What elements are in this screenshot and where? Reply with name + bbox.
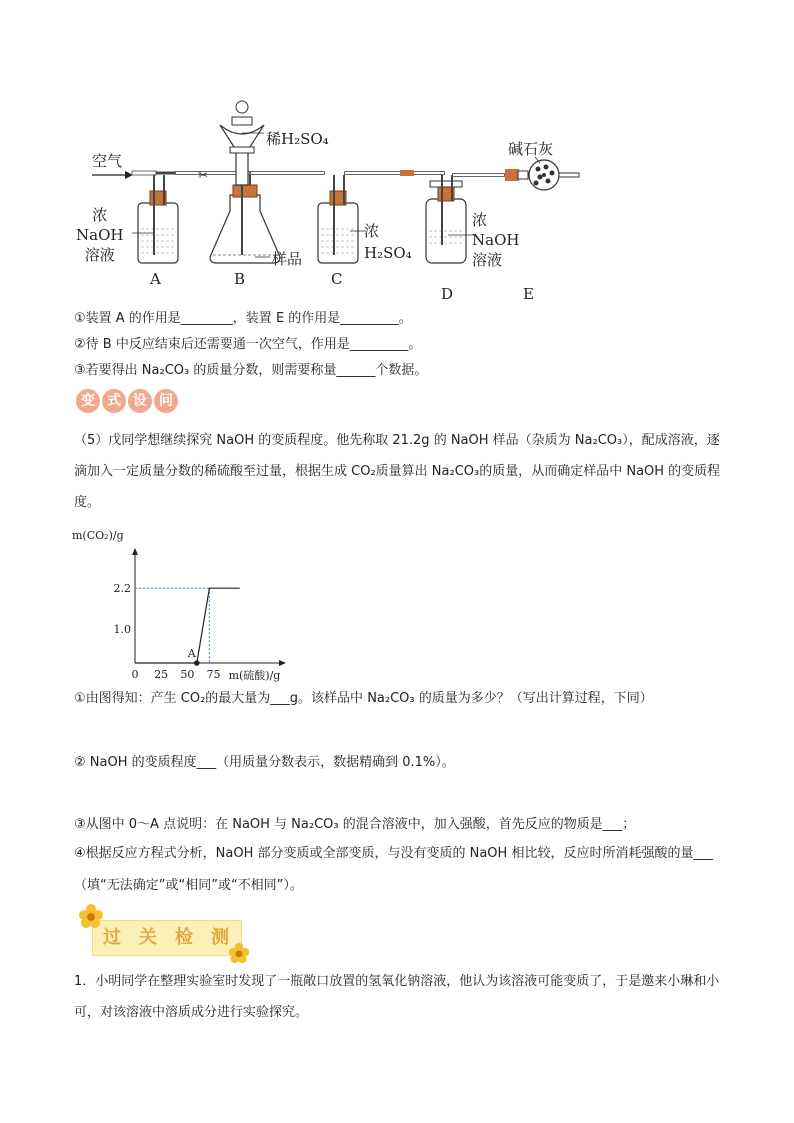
badge-char: 设 [128, 389, 152, 413]
reagent-c-label: 浓 H₂SO₄ [364, 222, 412, 262]
x-tick-label: 0 [131, 668, 139, 681]
reagent-a-label: 浓 NaOH 溶液 [76, 206, 124, 264]
x-tick-label: 25 [154, 668, 169, 681]
air-label: 空气 [92, 152, 123, 170]
svg-text:✂: ✂ [198, 168, 209, 182]
x-tick-label: 50 [180, 668, 195, 681]
point-a [194, 660, 200, 666]
co2-mass-chart [70, 525, 300, 685]
badge-char: 变 [76, 389, 100, 413]
letter-d: D [441, 285, 454, 303]
y-axis-label: m(CO₂)/g [72, 529, 124, 542]
badge-char: 关 [139, 927, 157, 948]
question-4: ①由图得知：产生 CO₂的最大量为___g。该样品中 Na₂CO₃ 的质量为多少？（写出计算过程，下同） [74, 691, 653, 706]
y-tick-label: 1.0 [113, 623, 131, 636]
problem-1-paragraph: 1．小明同学在整理实验室时发现了一瓶敞口放置的氢氧化钠溶液，他认为该溶液可能变质了，于是邀来小琳和小可，对该溶液中溶质成分进行实验探究。 [74, 974, 720, 1020]
soda-lime-label: 碱石灰 [508, 140, 554, 158]
question-2: ②待 B 中反应结束后还需要通一次空气，作用是_________。 [74, 337, 422, 352]
x-axis-arrow [279, 660, 286, 666]
flower-icon [78, 903, 104, 929]
letter-b: B [234, 270, 246, 288]
badge-char: 检 [175, 927, 193, 948]
checkpoint-badge [92, 920, 242, 956]
question-3: ③若要得出 Na₂CO₃ 的质量分数，则需要称量______个数据。 [74, 363, 428, 378]
sample-label: 样品 [272, 250, 303, 268]
letter-c: C [331, 270, 343, 288]
x-tick-label: 75 [206, 668, 221, 681]
dilute-acid-label: 稀H₂SO₄ [266, 130, 329, 148]
question-1: ①装置 A 的作用是________，装置 E 的作用是_________。 [74, 311, 412, 326]
badge-char: 式 [102, 389, 126, 413]
y-axis-arrow [132, 548, 138, 555]
apparatus-diagram [70, 95, 590, 307]
badge-char: 问 [154, 389, 178, 413]
y-tick-label: 2.2 [113, 582, 131, 596]
question-6: ③从图中 0～A 点说明：在 NaOH 与 Na₂CO₃ 的混合溶液中，加入强酸，首先反应的物质是___； [74, 817, 636, 832]
x-axis-label: m(硫酸)/g [228, 669, 281, 682]
flower-icon [228, 942, 250, 964]
reagent-d-label: 浓 NaOH 溶液 [472, 211, 520, 269]
badge-char: 测 [211, 927, 229, 948]
letter-a: A [150, 270, 161, 288]
badge-char: 过 [103, 927, 121, 948]
point-a-label: A [187, 647, 196, 660]
question-7: ④根据反应方程式分析，NaOH 部分变质或全部变质，与没有变质的 NaOH 相比较，反应时所消耗强酸的量___（填“无法确定”或“相同”或“不相同”）。 [74, 846, 713, 893]
question-5: ② NaOH 的变质程度___（用质量分数表示，数据精确到 0.1%）。 [74, 755, 455, 770]
part5-paragraph: （5）戊同学想继续探究 NaOH 的变质程度。他先称取 21.2g 的 NaOH 样品（杂质为 Na₂CO₃），配成溶液，逐滴加入一定质量分数的稀硫酸至过量，根据生成 CO₂质量算出 Na₂CO₃的质量，从而确定样品中 NaOH 的变质程度。 [74, 433, 721, 510]
letter-e: E [523, 285, 534, 303]
variant-question-badge [76, 389, 180, 413]
